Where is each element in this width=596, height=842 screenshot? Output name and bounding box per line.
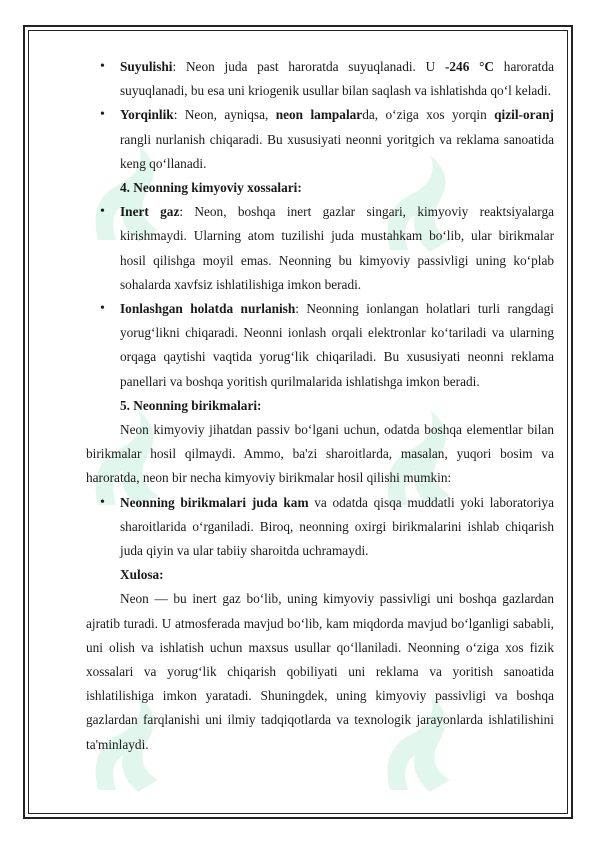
list-item	[86, 297, 554, 394]
bullet-icon: •	[100, 301, 105, 317]
list-item-term: Inert gaz	[120, 204, 180, 220]
list-item-emphasis: -246 °C	[444, 59, 495, 74]
bullet-icon: •	[100, 204, 105, 220]
section-heading: 5. Neonning birikmalari:	[120, 397, 262, 413]
section-heading: 4. Neonning kimyoviy xossalari:	[120, 180, 302, 196]
list-item-text: : Neonning ionlangan holatlari turli rangdagi yorug‘likni chiqaradi. Neonni ionlash orqali elektronlar ko‘tariladi va ularning orqaga qaytishi vaqtida yorug‘lik chiqariladi. Bu xususiyati neonni reklama panellari va boshqa yoritish qurilmalarida ishlatishga imkon beradi.	[120, 301, 554, 389]
document-body	[86, 55, 554, 757]
list-item-text: va odatda qisqa muddatli yoki laboratoriya sharoitlarida o‘rganiladi. Biroq, neonning oxirgi birikmalarini ishlab chiqarish juda qiyin va ular tabiiy sharoitda uchramaydi.	[120, 494, 554, 559]
list-item	[86, 103, 554, 176]
bullet-icon: •	[100, 59, 105, 74]
section-heading: Xulosa:	[120, 567, 164, 583]
list-item	[86, 491, 554, 564]
bullet-icon: •	[100, 107, 105, 123]
list-item-text: rangli nurlanish chiqaradi. Bu xususiyati neonni yoritgich va reklama sanoatida keng qo‘llanadi.	[120, 131, 554, 171]
list-item-text: : Neon, ayniqsa,	[173, 107, 276, 123]
list-item-text: haroratda suyuqlanadi, bu esa uni kriogenik usullar bilan saqlash va ishlatishda qo‘l keladi.	[120, 59, 555, 99]
list-item	[86, 200, 554, 297]
list-item-text: : Neon juda past haroratda suyuqlanadi. U	[172, 59, 445, 74]
bullet-icon: •	[100, 494, 105, 510]
list-item-text: : Neon, boshqa inert gazlar singari, kimyoviy reaktsiyalarga kirishmaydi. Ularning atom tuzilishi juda mustahkam bo‘lib, ular birikmalar hosil qilishga moyil emas. Neonning bu kimyoviy passivligi uning ko‘plab sohalarda xavfsiz ishlatilishiga imkon beradi.	[120, 204, 554, 292]
list-item	[86, 55, 554, 103]
list-item-emphasis: neon lampalar	[275, 107, 363, 123]
list-item-term: Yorqinlik	[120, 107, 174, 123]
list-item-term: Neonning birikmalari juda kam	[120, 494, 309, 510]
paragraph: Neon — bu inert gaz bo‘lib, uning kimyoviy passivligi uni boshqa gazlardan ajratib turadi. U atmosferada mavjud bo‘lib, kam miqdorda mavjud bo‘lganligi sababli, uni olish va ishlatish uchun maxsus usullar qo‘llaniladi. Neonning o‘ziga xos fizik xossalari va yorug‘lik chiqarish qobiliyati uni reklama va yoritish sanoatida ishlatilishiga imkon yaratadi. Shuningdek, uning kimyoviy passivligi va boshqa gazlardan farqlanishi uni ilmiy tadqiqotlarda va texnologik jarayonlarda ishlatilishini ta'minlaydi.	[86, 591, 554, 752]
list-item-emphasis: qizil-oranj	[494, 107, 554, 123]
list-item-text: da, o‘ziga xos yorqin	[362, 107, 495, 123]
paragraph: Neon kimyoviy jihatdan passiv bo‘lgani uchun, odatda boshqa elementlar bilan birikmalar hosil qilmaydi. Ammo, ba'zi sharoitlarda, masalan, yuqori bosim va haroratda, neon bir necha kimyoviy birikmalar hosil qilishi mumkin:	[86, 422, 554, 486]
list-item-term: Suyulishi	[120, 59, 173, 74]
list-item-term: Ionlashgan holatda nurlanish	[120, 301, 296, 317]
